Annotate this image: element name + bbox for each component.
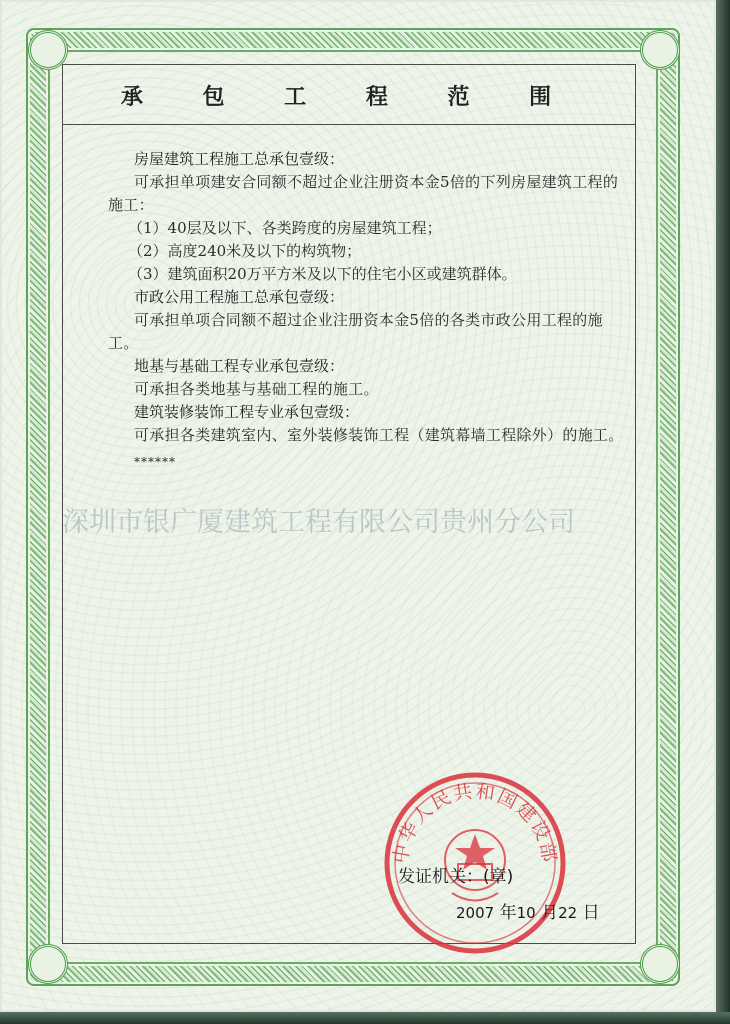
list-item: （1）40层及以下、各类跨度的房屋建筑工程； xyxy=(128,219,442,237)
date-year-unit: 年 xyxy=(499,903,517,923)
date-month: 10 xyxy=(516,904,536,922)
date-month-unit: 月 xyxy=(541,903,559,923)
corner-ornament-bottom-left xyxy=(28,944,68,984)
binder-cover-bottom xyxy=(0,1012,730,1024)
date-day-unit: 日 xyxy=(582,903,600,923)
list-item: （3）建筑面积20万平方米及以下的住宅小区或建筑群体。 xyxy=(128,265,517,283)
end-mark: ****** xyxy=(134,455,176,469)
corner-ornament-bottom-right xyxy=(640,944,680,984)
section-heading: 地基与基础工程专业承包壹级： xyxy=(134,357,345,375)
issue-date xyxy=(456,898,600,923)
issuer-label: 发证机关：(章) xyxy=(398,867,514,887)
section-heading: 市政公用工程施工总承包壹级： xyxy=(134,288,345,306)
seal-text: 中华人民共和国建设部 xyxy=(389,780,561,866)
date-year: 2007 xyxy=(456,904,495,922)
corner-ornament-top-right xyxy=(640,30,680,70)
section-paragraph: 可承担单项合同额不超过企业注册资本金5倍的各类市政公用工程的施工。 xyxy=(108,311,603,352)
list-item: （2）高度240米及以下的构筑物； xyxy=(128,242,362,260)
section-paragraph: 可承担各类建筑室内、室外装修装饰工程（建筑幕墙工程除外）的施工。 xyxy=(134,426,624,444)
section-heading: 建筑装修装饰工程专业承包壹级： xyxy=(134,403,360,421)
section-paragraph: 可承担单项建安合同额不超过企业注册资本金5倍的下列房屋建筑工程的施工： xyxy=(108,173,619,214)
scope-content xyxy=(108,148,628,474)
section-paragraph: 可承担各类地基与基础工程的施工。 xyxy=(134,380,379,398)
company-watermark: 深圳市银广厦建筑工程有限公司贵州分公司 xyxy=(62,507,575,538)
page-title: 承 包 工 程 范 围 xyxy=(120,84,578,110)
section-heading: 房屋建筑工程施工总承包壹级： xyxy=(134,150,345,168)
title-divider xyxy=(62,124,636,125)
date-day: 22 xyxy=(558,904,578,922)
binder-cover-edge xyxy=(716,0,730,1024)
